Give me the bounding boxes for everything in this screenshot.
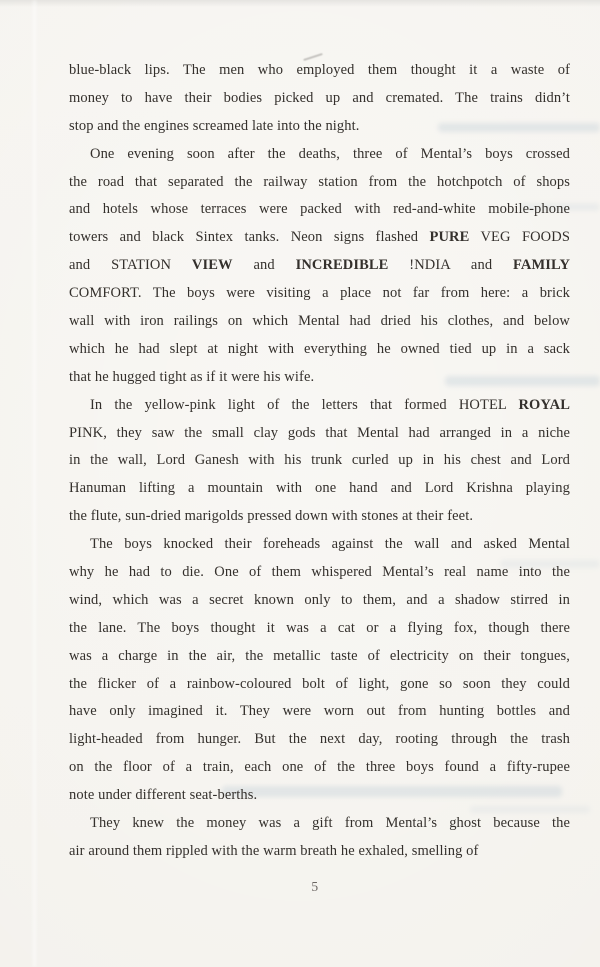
text-line [69, 671, 570, 699]
text-line [69, 475, 570, 503]
text-line [69, 336, 570, 364]
text-line [69, 392, 570, 420]
text-line [69, 782, 570, 810]
text-line [69, 364, 570, 392]
text-run: that he hugged tight as if it were his wife. [69, 368, 315, 385]
text-line [69, 57, 570, 85]
page-number: 5 [311, 879, 319, 894]
text-run: and [232, 257, 296, 274]
bold-text-run: PURE [429, 229, 470, 246]
text-run: the flute, sun-dried marigolds pressed down with stones at their feet. [69, 508, 474, 525]
text-run: why he had to die. One of them whispered Mental’s real name into the [69, 564, 570, 581]
text-run: stop and the engines screamed late into the night. [69, 117, 360, 134]
text-run: One evening soon after the deaths, three of Mental’s boys crossed [90, 145, 570, 162]
text-line [69, 531, 570, 559]
text-line [69, 810, 570, 838]
paragraph [69, 531, 570, 810]
text-line [69, 196, 570, 224]
text-line [69, 643, 570, 671]
text-line [69, 447, 570, 475]
text-run: VEG FOODS [469, 229, 570, 246]
text-block [69, 57, 570, 866]
text-run: on the floor of a train, each one of the three boys found a fifty-rupee [69, 759, 570, 776]
text-line [69, 141, 570, 169]
text-run: and STATION [69, 257, 192, 274]
text-line [69, 85, 570, 113]
text-run: PINK, they saw the small clay gods that Mental had arranged in a niche [69, 424, 570, 441]
text-run: towers and black Sintex tanks. Neon signs flashed [69, 229, 430, 246]
text-run: the lane. The boys thought it was a cat or a flying fox, though there [69, 619, 570, 636]
bold-text-run: ROYAL [518, 396, 570, 413]
text-run: In the yellow-pink light of the letters that formed HOTEL [90, 396, 519, 413]
text-run: have only imagined it. They were worn out from hunting bottles and [69, 703, 570, 720]
text-line [69, 169, 570, 197]
paragraph [69, 810, 570, 866]
text-line [69, 615, 570, 643]
paragraph [69, 141, 570, 392]
text-line [69, 420, 570, 448]
text-run: in the wall, Lord Ganesh with his trunk curled up in his chest and Lord [69, 452, 570, 469]
text-line [69, 224, 570, 252]
text-line [69, 559, 570, 587]
paper-crease [33, 0, 36, 967]
paragraph [69, 392, 570, 531]
text-line [69, 838, 570, 866]
text-line [69, 308, 570, 336]
text-line [69, 113, 570, 141]
text-line [69, 503, 570, 531]
text-run: wind, which was a secret known only to them, and a shadow stirred in [69, 591, 570, 608]
paragraph [69, 57, 570, 141]
text-line [69, 698, 570, 726]
text-line [69, 726, 570, 754]
bold-text-run: FAMILY [513, 257, 571, 274]
text-run: note under different seat-berths. [69, 787, 258, 804]
text-run: COMFORT. The boys were visiting a place not far from here: a brick [69, 285, 570, 302]
text-run: which he had slept at night with everything he owned tied up in a sack [69, 340, 570, 357]
text-run: blue-black lips. The men who employed them thought it a waste of [69, 62, 570, 78]
text-run: The boys knocked their foreheads against the wall and asked Mental [90, 536, 570, 553]
text-line [69, 280, 570, 308]
text-line [69, 587, 570, 615]
bold-text-run: VIEW [191, 257, 233, 274]
text-run: light-headed from hunger. But the next day, rooting through the trash [69, 731, 570, 748]
text-run: the road that separated the railway station from the hotchpotch of shops [69, 173, 570, 190]
text-line [69, 252, 570, 280]
text-run: money to have their bodies picked up and cremated. The trains didn’t [69, 89, 570, 106]
text-run: the flicker of a rainbow-coloured bolt of light, gone so soon they could [69, 675, 570, 692]
text-line [69, 754, 570, 782]
text-run: Hanuman lifting a mountain with one hand and Lord Krishna playing [69, 480, 570, 497]
text-run: air around them rippled with the warm breath he exhaled, smelling of [69, 842, 479, 859]
text-run: was a charge in the air, the metallic taste of electricity on their tongues, [69, 647, 570, 664]
text-run: They knew the money was a gift from Mental’s ghost because the [90, 815, 570, 832]
text-run: !NDIA and [388, 257, 514, 274]
scan-edge-shadow [0, 0, 600, 7]
text-run: and hotels whose terraces were packed with red-and-white mobile-phone [69, 201, 570, 218]
bold-text-run: INCREDIBLE [295, 257, 389, 274]
text-run: wall with iron railings on which Mental had dried his clothes, and below [69, 313, 570, 330]
